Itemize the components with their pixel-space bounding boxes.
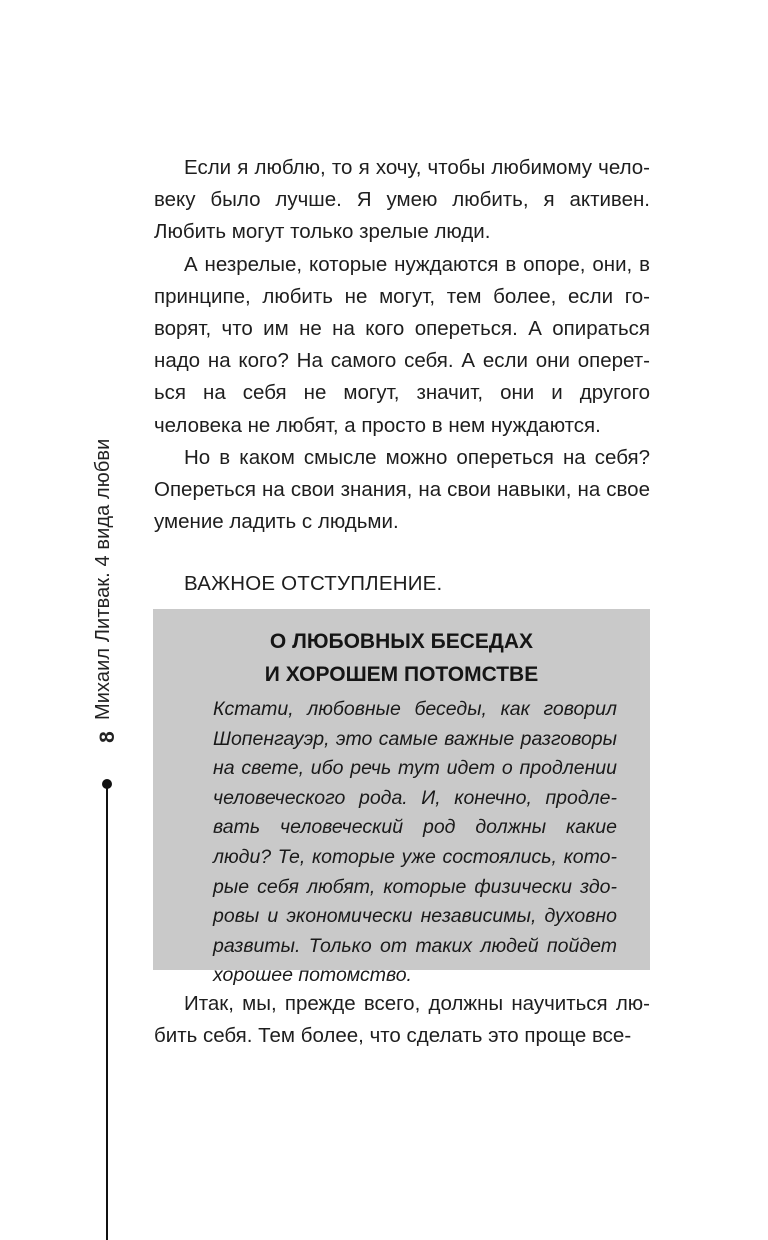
sidebar-title <box>153 625 650 691</box>
paragraph: Если я люблю, то я хочу, чтобы любимому человеку было лучше. Я умею любить, я активен. Любить могут только зрелые люди. <box>154 156 650 244</box>
body-text-top <box>154 152 650 538</box>
sidebar-title-line: О ЛЮБОВНЫХ БЕСЕДАХ <box>269 630 534 653</box>
section-label: ВАЖНОЕ ОТСТУПЛЕНИЕ. <box>184 572 443 595</box>
paragraph: А незрелые, которые нуждаются в опоре, они, в принципе, любить не могут, тем более, если говорят, что им не на кого опереться. А опираться надо на кого? На самого себя. А если они опереться на себя не могут, значит, они и другого человека не любят, а просто в нем нуждаются. <box>154 252 650 437</box>
page-number: 8 <box>96 731 119 743</box>
body-text-bottom <box>154 988 650 1052</box>
paragraph: Но в каком смысле можно опереться на себя? Опереться на свои знания, на свои навыки, на свое умение ладить с людьми. <box>154 445 650 534</box>
sidebar-title-line: И ХОРОШЕМ ПОТОМСТВЕ <box>264 663 539 686</box>
running-head: Михаил Литвак. 4 вида любви <box>92 438 114 720</box>
margin-rule <box>106 786 108 1240</box>
sidebar-body: Кстати, любовные беседы, как говорил Шопенгауэр, это самые важные разговоры на свете, ибо речь тут идет о продлении человеческого рода. И, конечно, продлевать человеческий род должны какие люди? Те, которые уже состоялись, которые себя любят, которые физически здоровы и экономически независимы, духовно развиты. Только от таких людей пойдет хорошее потомство. <box>213 698 617 987</box>
sidebar-box <box>153 609 650 987</box>
paragraph: Итак, мы, прежде всего, должны научиться любить себя. Тем более, что сделать это проще все- <box>154 992 650 1048</box>
